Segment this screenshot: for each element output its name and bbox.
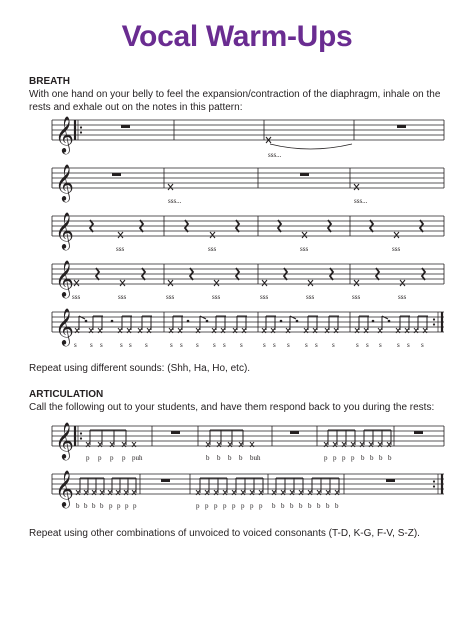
lyric: p xyxy=(110,454,114,462)
lyric: sss... xyxy=(268,151,282,159)
lyric: s xyxy=(356,341,359,349)
lyric: sss xyxy=(300,245,309,253)
svg-text:𝄞: 𝄞 xyxy=(55,421,74,459)
lyric: b xyxy=(308,502,312,510)
lyric: p xyxy=(109,502,113,510)
lyric: p xyxy=(205,502,209,510)
lyric: p xyxy=(125,502,129,510)
articulation-heading: ARTICULATION xyxy=(29,389,104,400)
lyric: b xyxy=(206,454,210,462)
lyric: s xyxy=(100,341,103,349)
lyric: b xyxy=(76,502,80,510)
svg-text:𝄞: 𝄞 xyxy=(55,469,74,507)
lyric: b xyxy=(228,454,232,462)
lyric: b xyxy=(84,502,88,510)
lyric: p xyxy=(250,502,254,510)
lyric: sss xyxy=(398,293,407,301)
articulation-staff-1 xyxy=(0,418,474,470)
lyric: sss... xyxy=(168,197,182,205)
breath-staff-2 xyxy=(0,160,474,212)
svg-text:𝄞: 𝄞 xyxy=(55,307,74,345)
lyric: sss xyxy=(260,293,269,301)
articulation-repeat-note: Repeat using other combinations of unvoiced to voiced consonants (T-D, K-G, F-V, S-Z). xyxy=(29,528,420,539)
lyric: p xyxy=(232,502,236,510)
lyric: b xyxy=(299,502,303,510)
lyric: p xyxy=(122,454,126,462)
lyric: s xyxy=(170,341,173,349)
breath-repeat-note: Repeat using different sounds: (Shh, Ha, Ho, etc). xyxy=(29,363,251,374)
lyric: p xyxy=(223,502,227,510)
lyric: sss xyxy=(116,245,125,253)
lyric: sss xyxy=(166,293,175,301)
svg-text:𝄞: 𝄞 xyxy=(55,259,74,297)
lyric: s xyxy=(213,341,216,349)
svg-text:𝄞: 𝄞 xyxy=(55,211,74,249)
breath-staff-3 xyxy=(0,208,474,260)
lyric: b xyxy=(379,454,383,462)
lyric: s xyxy=(223,341,226,349)
lyric: sss xyxy=(72,293,81,301)
lyric: s xyxy=(196,341,199,349)
lyric: sss xyxy=(306,293,315,301)
lyric: puh xyxy=(132,454,143,462)
lyric: s xyxy=(332,341,335,349)
breath-staff-1 xyxy=(0,112,474,164)
lyric: sss xyxy=(118,293,127,301)
lyric: s xyxy=(120,341,123,349)
lyric: s xyxy=(74,341,77,349)
lyric: p xyxy=(342,454,346,462)
lyric: s xyxy=(305,341,308,349)
lyric: s xyxy=(366,341,369,349)
lyric: p xyxy=(333,454,337,462)
lyric: s xyxy=(379,341,382,349)
breath-heading: BREATH xyxy=(29,76,70,87)
lyric: p xyxy=(196,502,200,510)
articulation-staff-2 xyxy=(0,466,474,518)
lyric: p xyxy=(324,454,328,462)
lyric: sss... xyxy=(354,197,368,205)
lyric: s xyxy=(145,341,148,349)
lyric: sss xyxy=(392,245,401,253)
lyric: p xyxy=(133,502,137,510)
lyric: p xyxy=(214,502,218,510)
lyric: s xyxy=(240,341,243,349)
lyric: s xyxy=(397,341,400,349)
lyric: b xyxy=(361,454,365,462)
lyric: b xyxy=(388,454,392,462)
lyric: b xyxy=(335,502,339,510)
articulation-instructions: Call the following out to your students, and have them respond back to you during the rests: xyxy=(29,402,435,413)
lyric: sss xyxy=(212,293,221,301)
lyric: s xyxy=(180,341,183,349)
breath-staff-4 xyxy=(0,256,474,308)
lyric: s xyxy=(315,341,318,349)
lyric: s xyxy=(421,341,424,349)
lyric: sss xyxy=(208,245,217,253)
lyric: b xyxy=(272,502,276,510)
lyric: buh xyxy=(250,454,261,462)
lyric: b xyxy=(326,502,330,510)
lyric: b xyxy=(217,454,221,462)
lyric: b xyxy=(100,502,104,510)
lyric: sss xyxy=(352,293,361,301)
lyric: b xyxy=(239,454,243,462)
breath-staff-5 xyxy=(0,304,474,356)
lyric: s xyxy=(90,341,93,349)
svg-text:𝄞: 𝄞 xyxy=(55,115,74,153)
lyric: p xyxy=(117,502,121,510)
lyric: s xyxy=(263,341,266,349)
lyric: p xyxy=(241,502,245,510)
lyric: b xyxy=(281,502,285,510)
lyric: s xyxy=(273,341,276,349)
lyric: b xyxy=(92,502,96,510)
lyric: p xyxy=(259,502,263,510)
lyric: s xyxy=(287,341,290,349)
lyric: p xyxy=(86,454,90,462)
lyric: s xyxy=(407,341,410,349)
page-title: Vocal Warm-Ups xyxy=(121,20,353,53)
lyric: b xyxy=(317,502,321,510)
breath-instructions: With one hand on your belly to feel the expansion/contraction of the diaphragm, inhale on the rests and exhale out on the notes in this pattern: xyxy=(29,89,441,113)
lyric: s xyxy=(129,341,132,349)
lyric: p xyxy=(98,454,102,462)
lyric: b xyxy=(370,454,374,462)
lyric: b xyxy=(290,502,294,510)
lyric: p xyxy=(351,454,355,462)
svg-text:𝄞: 𝄞 xyxy=(55,163,74,201)
